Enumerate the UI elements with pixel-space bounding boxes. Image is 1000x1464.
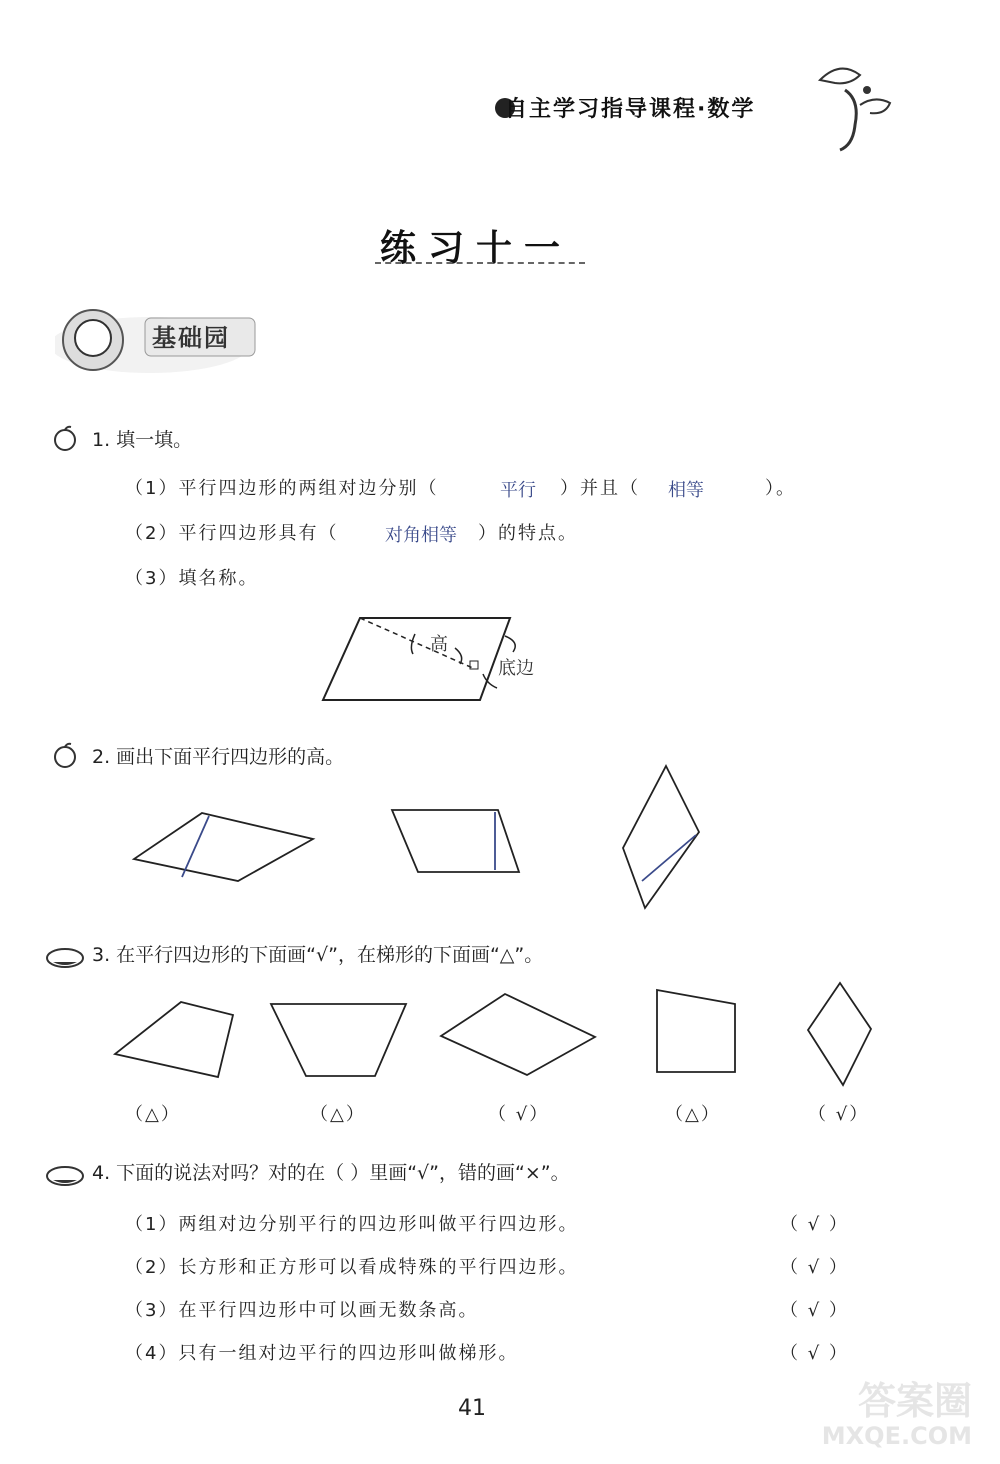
title-underline [375,262,585,268]
pumpkin-icon [45,1158,85,1186]
q4-item-4-text: （4）只有一组对边平行的四边形叫做梯形。 [125,1343,519,1364]
q3-answer-4: （△） [665,1104,721,1125]
q1-title: 1. 填一填。 [92,429,193,451]
label-base: 底边 [498,658,534,679]
q1-s1-mid: ）并且（ [560,478,640,499]
q3-answer-3: （ √） [488,1104,550,1125]
q1-s2-prefix: （2）平行四边形具有（ [125,523,339,544]
q4-item-3-answer: （ √ ） [780,1300,849,1321]
page-number: 41 [458,1396,486,1421]
watermark-logo: 答案圈 [857,1379,972,1423]
q1-s1-prefix: （1）平行四边形的两组对边分别（ [125,478,439,499]
apple-icon [52,425,78,451]
q3-title: 3. 在平行四边形的下面画“√”，在梯形的下面画“△”。 [92,944,544,966]
q1-s2-answer: 对角相等 [385,525,457,546]
decorative-sprite-icon [805,55,900,160]
q4-item-3-text: （3）在平行四边形中可以画无数条高。 [125,1300,479,1321]
watermark-url: MXQE.COM [821,1422,972,1450]
q1-s1-suffix: ）。 [765,478,796,499]
q1-s3: （3）填名称。 [125,568,259,589]
q4-item-2-answer: （ √ ） [780,1257,849,1278]
q4-item-1-answer: （ √ ） [780,1214,849,1235]
q4-title: 4. 下面的说法对吗？对的在（ ）里画“√”，错的画“×”。 [92,1162,570,1184]
apple-icon [52,742,78,768]
q3-answer-5: （ √） [808,1104,870,1125]
q4-item-1-text: （1）两组对边分别平行的四边形叫做平行四边形。 [125,1214,579,1235]
label-height: 高 [430,634,448,655]
q2-title: 2. 画出下面平行四边形的高。 [92,746,345,768]
q3-answer-2: （△） [310,1104,366,1125]
q1-s1-answer1: 平行 [500,480,536,501]
section-badge-label: 基础园 [152,324,230,352]
q3-shapes [105,980,885,1095]
page-title: 练习十一 [380,227,573,269]
q1-s1-answer2: 相等 [668,480,704,501]
q4-item-2-text: （2）长方形和正方形可以看成特殊的平行四边形。 [125,1257,579,1278]
q1-s2-suffix: ）的特点。 [478,523,578,544]
header-title: 自主学习指导课程·数学 [505,97,756,122]
q4-item-4-answer: （ √ ） [780,1343,849,1364]
q3-answer-1: （△） [125,1104,181,1125]
pumpkin-icon [45,940,85,968]
q2-shapes [130,760,720,915]
